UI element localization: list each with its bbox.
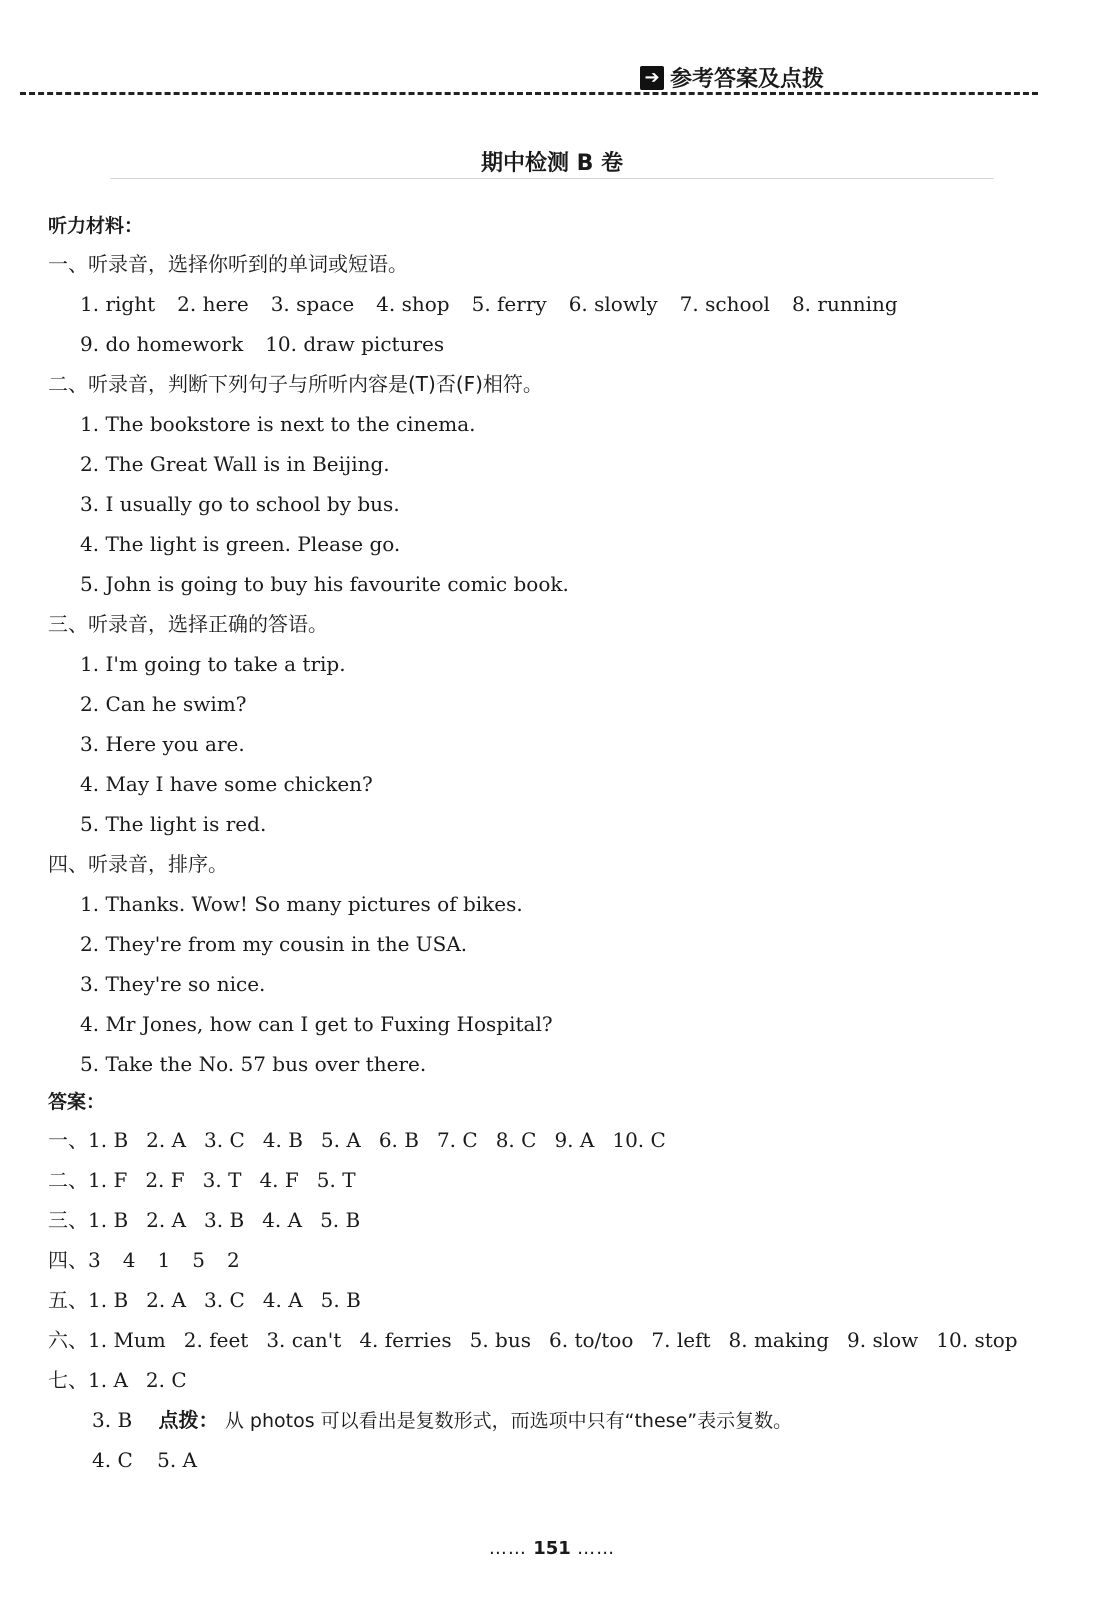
answer-item: 2. A bbox=[146, 1208, 187, 1232]
answer-item: 4. A bbox=[262, 1208, 303, 1232]
answer-prefix: 五、 bbox=[48, 1288, 88, 1312]
answer-item: 9. slow bbox=[847, 1328, 919, 1352]
list-item: 1. right bbox=[80, 292, 156, 316]
list-item: 2. here bbox=[177, 292, 249, 316]
tip-text: 从 photos 可以看出是复数形式，而选项中只有“these”表示复数。 bbox=[224, 1410, 793, 1432]
answer-row-1 bbox=[48, 1120, 1058, 1160]
answer-row-7-last bbox=[48, 1440, 1058, 1480]
list-item: 8. running bbox=[791, 292, 898, 316]
list-item: 4. Mr Jones, how can I get to Fuxing Hospital? bbox=[80, 1012, 553, 1036]
listening-label: 听力材料： bbox=[48, 215, 144, 237]
answer-item: 2 bbox=[226, 1248, 240, 1272]
answer-item: 1. A bbox=[88, 1368, 128, 1392]
list-item: 7. school bbox=[679, 292, 770, 316]
answer-item: 8. making bbox=[728, 1328, 830, 1352]
list-item: 2. They're from my cousin in the USA. bbox=[80, 932, 468, 956]
answer-item: 4. C bbox=[92, 1448, 133, 1472]
list-item: 2. The Great Wall is in Beijing. bbox=[80, 452, 390, 476]
list-item: 9. do homework bbox=[80, 332, 244, 356]
answer-item: 3. B bbox=[92, 1408, 133, 1432]
page-title: 期中检测 B 卷 bbox=[480, 151, 624, 176]
answer-prefix: 四、 bbox=[48, 1248, 88, 1272]
list-item: 3. They're so nice. bbox=[80, 972, 266, 996]
answer-tip-row bbox=[48, 1400, 1058, 1440]
answer-item: 5. B bbox=[320, 1288, 361, 1312]
answer-item: 3. C bbox=[204, 1288, 245, 1312]
answer-item: 2. A bbox=[146, 1128, 187, 1152]
answer-item: 10. stop bbox=[936, 1328, 1018, 1352]
answer-item: 2. F bbox=[145, 1168, 185, 1192]
page-footer bbox=[0, 1538, 1104, 1559]
answer-item: 5 bbox=[192, 1248, 205, 1272]
list-item: 3. space bbox=[270, 292, 355, 316]
section-3-heading: 三、听录音，选择正确的答语。 bbox=[48, 612, 328, 636]
answer-item: 2. A bbox=[146, 1288, 187, 1312]
list-item: 1. The bookstore is next to the cinema. bbox=[80, 412, 476, 436]
section-1-row-1 bbox=[48, 284, 1058, 324]
answer-item: 2. C bbox=[145, 1368, 187, 1392]
list-item: 5. John is going to buy his favourite comic book. bbox=[80, 572, 569, 596]
answer-item: 1. B bbox=[88, 1128, 129, 1152]
list-item: 2. Can he swim? bbox=[80, 692, 247, 716]
arrow-right-icon: ➔ bbox=[640, 66, 664, 90]
answer-item: 5. A bbox=[157, 1448, 197, 1472]
list-item: 3. Here you are. bbox=[80, 732, 245, 756]
answer-row-3 bbox=[48, 1200, 1058, 1240]
list-item: 5. Take the No. 57 bus over there. bbox=[80, 1052, 427, 1076]
answer-item: 3. C bbox=[204, 1128, 245, 1152]
answer-item: 7. left bbox=[651, 1328, 711, 1352]
answer-item: 8. C bbox=[495, 1128, 537, 1152]
answer-prefix: 七、 bbox=[48, 1368, 88, 1392]
answer-item: 9. A bbox=[554, 1128, 595, 1152]
answer-row-4 bbox=[48, 1240, 1058, 1280]
section-4-heading: 四、听录音，排序。 bbox=[48, 852, 228, 876]
list-item: 5. The light is red. bbox=[80, 812, 267, 836]
answer-item: 4. ferries bbox=[359, 1328, 452, 1352]
section-1-row-2 bbox=[48, 324, 1058, 364]
answer-row-7 bbox=[48, 1360, 1058, 1400]
answer-prefix: 六、 bbox=[48, 1328, 88, 1352]
header-dashed-divider bbox=[20, 92, 1038, 95]
answer-item: 1. B bbox=[88, 1208, 129, 1232]
answer-item: 1. F bbox=[88, 1168, 128, 1192]
footer-dots-left: …… bbox=[488, 1538, 527, 1559]
answer-item: 1. B bbox=[88, 1288, 129, 1312]
section-2-heading: 二、听录音，判断下列句子与所听内容是(T)否(F)相符。 bbox=[48, 372, 543, 396]
answer-prefix: 二、 bbox=[48, 1168, 88, 1192]
answer-item: 3. B bbox=[204, 1208, 245, 1232]
header-tag bbox=[640, 62, 824, 93]
main-content bbox=[48, 208, 1058, 1480]
answer-item: 2. feet bbox=[183, 1328, 249, 1352]
answer-item: 1. Mum bbox=[88, 1328, 166, 1352]
answer-item: 3. T bbox=[202, 1168, 242, 1192]
answer-item: 6. to/too bbox=[549, 1328, 634, 1352]
answer-item: 7. C bbox=[436, 1128, 478, 1152]
title-underline bbox=[110, 178, 994, 179]
answer-item: 6. B bbox=[378, 1128, 419, 1152]
list-item: 6. slowly bbox=[568, 292, 658, 316]
answer-item: 4. A bbox=[262, 1288, 303, 1312]
answer-item: 4. F bbox=[259, 1168, 299, 1192]
list-item: 3. I usually go to school by bus. bbox=[80, 492, 400, 516]
answer-prefix: 一、 bbox=[48, 1128, 88, 1152]
answer-row-5 bbox=[48, 1280, 1058, 1320]
answer-item: 5. A bbox=[320, 1128, 361, 1152]
answer-item: 4. B bbox=[262, 1128, 303, 1152]
list-item: 5. ferry bbox=[471, 292, 547, 316]
header-tag-label: 参考答案及点拨 bbox=[669, 67, 824, 92]
list-item: 1. I'm going to take a trip. bbox=[80, 652, 346, 676]
answer-row-6 bbox=[48, 1320, 1058, 1360]
list-item: 4. May I have some chicken? bbox=[80, 772, 373, 796]
answer-item: 5. T bbox=[316, 1168, 356, 1192]
footer-dots-right: …… bbox=[577, 1538, 616, 1559]
tip-label: 点拨： bbox=[158, 1408, 219, 1432]
list-item: 4. The light is green. Please go. bbox=[80, 532, 401, 556]
answer-item: 4 bbox=[122, 1248, 136, 1272]
answer-item: 3 bbox=[88, 1248, 101, 1272]
answers-label: 答案： bbox=[48, 1091, 106, 1113]
answer-prefix: 三、 bbox=[48, 1208, 88, 1232]
section-1-heading: 一、听录音，选择你听到的单词或短语。 bbox=[48, 252, 408, 276]
page-number: 151 bbox=[533, 1538, 571, 1559]
answer-item: 10. C bbox=[612, 1128, 666, 1152]
answer-item: 3. can't bbox=[266, 1328, 342, 1352]
answer-item: 5. bus bbox=[469, 1328, 531, 1352]
answer-item: 5. B bbox=[320, 1208, 361, 1232]
answer-item: 1 bbox=[157, 1248, 171, 1272]
answer-row-2 bbox=[48, 1160, 1058, 1200]
list-item: 10. draw pictures bbox=[265, 332, 445, 356]
list-item: 4. shop bbox=[376, 292, 450, 316]
list-item: 1. Thanks. Wow! So many pictures of bikes. bbox=[80, 892, 523, 916]
